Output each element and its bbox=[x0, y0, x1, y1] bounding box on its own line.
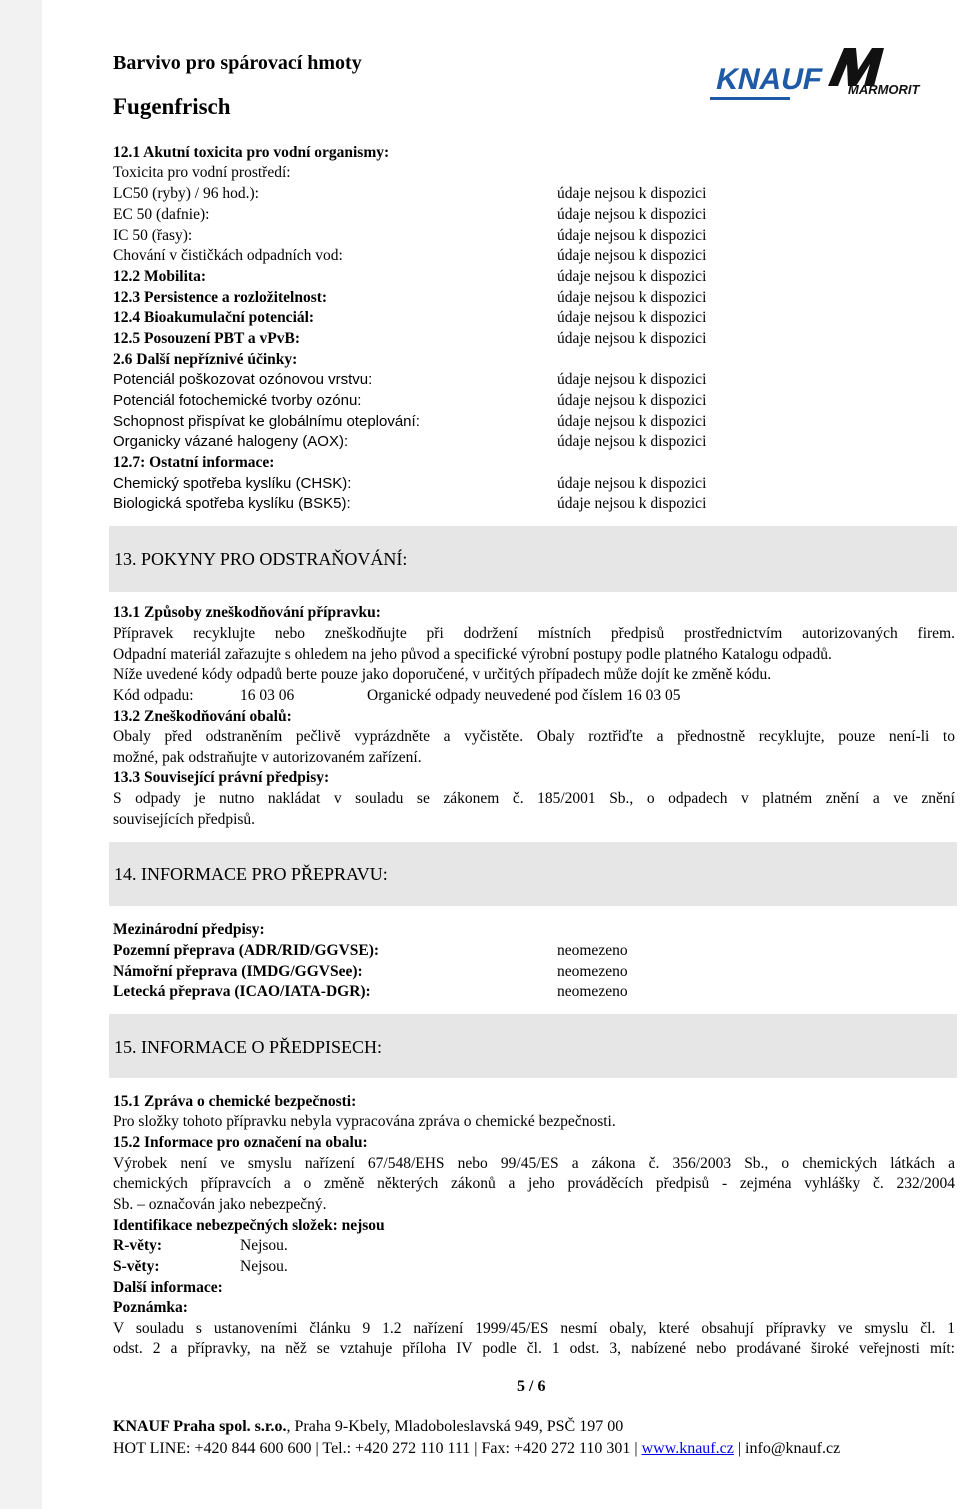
website-link[interactable]: www.knauf.cz bbox=[641, 1440, 734, 1457]
pbt-value: údaje nejsou k dispozici bbox=[557, 330, 707, 347]
knauf-logo-text: KNAUF bbox=[713, 63, 826, 96]
ec50-value: údaje nejsou k dispozici bbox=[557, 206, 707, 223]
bioaccumulation-value: údaje nejsou k dispozici bbox=[557, 309, 707, 326]
bod-value: údaje nejsou k dispozici bbox=[557, 495, 707, 512]
lc50-value: údaje nejsou k dispozici bbox=[557, 185, 707, 202]
legal-paragraph-line-1: S odpady je nutno nakládat v souladu se zákonem č. 185/2001 Sb., o odpadech v platném znění a ve znění bbox=[113, 790, 955, 807]
knauf-logo bbox=[708, 45, 826, 112]
section-14-band bbox=[109, 842, 957, 906]
product-name: Barvivo pro spárovací hmoty bbox=[113, 52, 362, 74]
disposal-paragraph-1: Přípravek recyklujte nebo zneškodňujte při dodržení místních předpisů prostřednictvím autorizovaných firem. bbox=[113, 625, 955, 642]
section-12-6-heading: 2.6 Další nepříznivé účinky: bbox=[113, 351, 298, 368]
persistence-value: údaje nejsou k dispozici bbox=[557, 289, 707, 306]
mobility-value: údaje nejsou k dispozici bbox=[557, 268, 707, 285]
further-information-heading: Další informace: bbox=[113, 1279, 223, 1296]
aox-label: Organicky vázané halogeny (AOX): bbox=[113, 433, 349, 450]
toxicity-label: Toxicita pro vodní prostředí: bbox=[113, 164, 291, 181]
hotline-text: HOT LINE: +420 844 600 600 | Tel.: +420 272 110 111 | Fax: +420 272 110 301 | bbox=[113, 1440, 638, 1457]
disposal-paragraph-2: Odpadní materiál zařazujte s ohledem na jeho původ a specifické výrobní postupy podle platného Katalogu odpadů. bbox=[113, 646, 832, 663]
ec50-label: EC 50 (dafnie): bbox=[113, 206, 210, 223]
ic50-value: údaje nejsou k dispozici bbox=[557, 227, 707, 244]
ic50-label: IC 50 (řasy): bbox=[113, 227, 193, 244]
labeling-paragraph-line-1: Výrobek není ve smyslu nařízení 67/548/EHS nebo 99/45/ES a zákona č. 356/2003 Sb., o chemických látkách a bbox=[113, 1155, 955, 1172]
cod-label: Chemický spotřeba kyslíku (CHSK): bbox=[113, 475, 352, 492]
mobility-label: 12.2 Mobilita: bbox=[113, 268, 206, 285]
cod-value: údaje nejsou k dispozici bbox=[557, 475, 707, 492]
company-address bbox=[113, 1418, 623, 1436]
photochemical-value: údaje nejsou k dispozici bbox=[557, 392, 707, 409]
ozone-depletion-value: údaje nejsou k dispozici bbox=[557, 371, 707, 388]
labeling-paragraph-line-3: Sb. – označován jako nebezpečný. bbox=[113, 1196, 327, 1213]
note-paragraph-line-2: odst. 2 a přípravky, na něž se vztahuje příloha IV podle čl. 1 odst. 3, nabízené nebo prodávané široké veřejnosti mít: bbox=[113, 1340, 955, 1357]
air-transport-value: neomezeno bbox=[557, 983, 628, 1000]
section-14-title: 14. INFORMACE PRO PŘEPRAVU: bbox=[114, 864, 388, 884]
sea-transport-value: neomezeno bbox=[557, 963, 628, 980]
waste-code-label: Kód odpadu: bbox=[113, 687, 194, 704]
s-phrases-label: S-věty: bbox=[113, 1258, 160, 1275]
waste-code-value: 16 03 06 bbox=[240, 687, 295, 704]
marmorit-logo-text: MARMORIT bbox=[848, 82, 920, 97]
packaging-paragraph-line-1: Obaly před odstraněním pečlivě vyprázdněte a vyčistěte. Obaly roztřiďte a přednostně recyklujte, pouze není-li to bbox=[113, 728, 955, 745]
hazardous-components-heading: Identifikace nebezpečných složek: nejsou bbox=[113, 1217, 385, 1234]
note-heading: Poznámka: bbox=[113, 1299, 188, 1316]
international-regulations-heading: Mezinárodní předpisy: bbox=[113, 921, 265, 938]
section-13-band bbox=[109, 526, 957, 592]
section-12-1-heading: 12.1 Akutní toxicita pro vodní organismy: bbox=[113, 144, 390, 161]
sea-transport-label: Námořní přeprava (IMDG/GGVSee): bbox=[113, 963, 363, 980]
section-15-title: 15. INFORMACE O PŘEDPISECH: bbox=[114, 1037, 383, 1057]
page-number: 5 / 6 bbox=[517, 1378, 546, 1395]
global-warming-value: údaje nejsou k dispozici bbox=[557, 413, 707, 430]
sewage-label: Chování v čističkách odpadních vod: bbox=[113, 247, 343, 264]
pbt-label: 12.5 Posouzení PBT a vPvB: bbox=[113, 330, 301, 347]
packaging-paragraph-line-2: možné, pak odstraňujte v autorizovaném zařízení. bbox=[113, 749, 422, 766]
waste-code-description: Organické odpady neuvedené pod číslem 16 03 05 bbox=[367, 687, 681, 704]
labeling-paragraph-line-2: chemických přípravcích a o změně některých zákonů a jeho prováděcích předpisů - zejména vyhlášky č. 232/2004 bbox=[113, 1175, 955, 1192]
s-phrases-value: Nejsou. bbox=[240, 1258, 288, 1275]
email-text: | info@knauf.cz bbox=[737, 1440, 841, 1457]
contact-line bbox=[113, 1440, 840, 1458]
section-15-1-heading: 15.1 Zpráva o chemické bezpečnosti: bbox=[113, 1093, 357, 1110]
sewage-value: údaje nejsou k dispozici bbox=[557, 247, 707, 264]
road-transport-value: neomezeno bbox=[557, 942, 628, 959]
section-15-2-heading: 15.2 Informace pro označení na obalu: bbox=[113, 1134, 368, 1151]
marmorit-logo bbox=[822, 44, 926, 105]
disposal-paragraph-3: Níže uvedené kódy odpadů berte pouze jako doporučené, v určitých případech může dojít ke změně kódu. bbox=[113, 666, 772, 683]
road-transport-label: Pozemní přeprava (ADR/RID/GGVSE): bbox=[113, 942, 380, 959]
section-13-1-heading: 13.1 Způsoby zneškodňování přípravku: bbox=[113, 604, 381, 621]
air-transport-label: Letecká přeprava (ICAO/IATA-DGR): bbox=[113, 983, 371, 1000]
bod-label: Biologická spotřeba kyslíku (BSK5): bbox=[113, 495, 351, 512]
photochemical-label: Potenciál fotochemické tvorby ozónu: bbox=[113, 392, 362, 409]
persistence-label: 12.3 Persistence a rozložitelnost: bbox=[113, 289, 328, 306]
r-phrases-label: R-věty: bbox=[113, 1237, 163, 1254]
global-warming-label: Schopnost přispívat ke globálnímu oteplování: bbox=[113, 413, 420, 430]
r-phrases-value: Nejsou. bbox=[240, 1237, 288, 1254]
ozone-depletion-label: Potenciál poškozovat ozónovou vrstvu: bbox=[113, 371, 373, 388]
address-text: , Praha 9-Kbely, Mladoboleslavská 949, PSČ 197 00 bbox=[286, 1418, 624, 1435]
section-13-3-heading: 13.3 Související právní předpisy: bbox=[113, 769, 330, 786]
section-12-7-heading: 12.7: Ostatní informace: bbox=[113, 454, 275, 471]
section-13-title: 13. POKYNY PRO ODSTRAŇOVÁNÍ: bbox=[114, 549, 408, 569]
company-name: KNAUF Praha spol. s.r.o. bbox=[113, 1418, 287, 1435]
product-subname: Fugenfrisch bbox=[113, 94, 231, 119]
aox-value: údaje nejsou k dispozici bbox=[557, 433, 707, 450]
bioaccumulation-label: 12.4 Bioakumulační potenciál: bbox=[113, 309, 315, 326]
left-margin-bar bbox=[0, 0, 42, 1509]
note-paragraph-line-1: V souladu s ustanoveními článku 9 1.2 nařízení 1999/45/ES nesmí obaly, které obsahují přípravky ve smyslu čl. 1 bbox=[113, 1320, 955, 1337]
lc50-label: LC50 (ryby) / 96 hod.): bbox=[113, 185, 259, 202]
safety-report-paragraph: Pro složky tohoto přípravku nebyla vypracována zpráva o chemické bezpečnosti. bbox=[113, 1113, 616, 1130]
section-13-2-heading: 13.2 Zneškodňování obalů: bbox=[113, 708, 292, 725]
legal-paragraph-line-2: souvisejících předpisů. bbox=[113, 811, 256, 828]
section-15-band bbox=[109, 1014, 957, 1078]
